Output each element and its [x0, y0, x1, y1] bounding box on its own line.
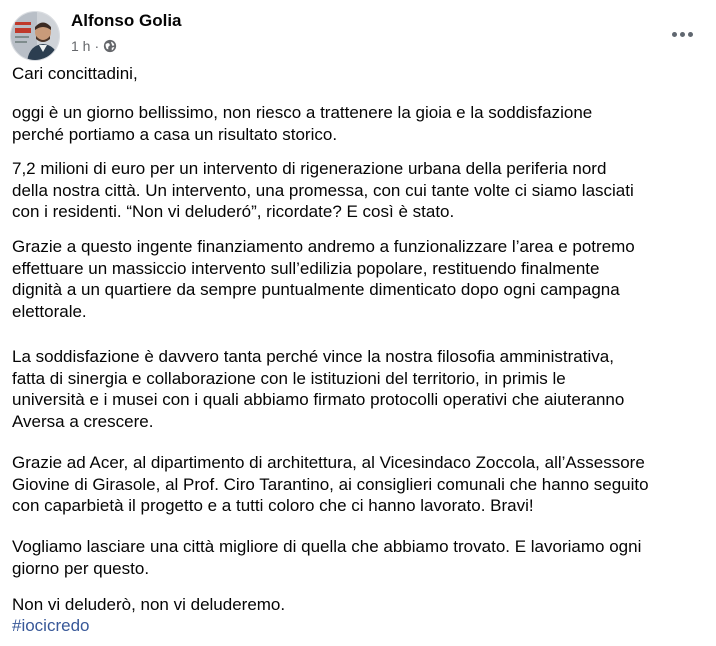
post-paragraph: Grazie a questo ingente finanziamento andremo a funzionalizzare l’area e potremo effettuare un massiccio intervento sull’edilizia popolare, restituendo finalmente dignità a un quartiere da sempre puntualmente dimenticato dopo ogni campagna elettorale.	[12, 237, 635, 322]
author-avatar[interactable]	[10, 11, 60, 61]
ellipsis-dot	[680, 32, 685, 37]
globe-icon[interactable]	[103, 39, 117, 53]
post-paragraph: Cari concittadini,	[12, 64, 138, 83]
post-paragraph: 7,2 milioni di euro per un intervento di rigenerazione urbana della periferia nord della nostra città. Un intervento, una promessa, con cui tante volte ci siamo lasciati con i residenti. “Non vi deluderó”, ricordate? E così è stato.	[12, 159, 634, 222]
ellipsis-dot	[672, 32, 677, 37]
post-paragraph: Vogliamo lasciare una città migliore di quella che abbiamo trovato. E lavoriamo ogni giorno per questo.	[12, 537, 642, 578]
post-paragraph: Grazie ad Acer, al dipartimento di architettura, al Vicesindaco Zoccola, all’Assessore Giovine di Girasole, al Prof. Ciro Tarantino, ai consiglieri comunali che hanno seguito con caparbietà il progetto e a tutti coloro che ci hanno lavorato. Bravi!	[12, 453, 649, 516]
post-meta	[71, 37, 117, 55]
author-name[interactable]: Alfonso Golia	[71, 11, 182, 30]
ellipsis-dot	[688, 32, 693, 37]
more-options-icon[interactable]	[668, 20, 696, 48]
avatar-image	[11, 12, 60, 61]
post-timestamp[interactable]: 1 h	[71, 38, 91, 54]
post-paragraph: La soddisfazione è davvero tanta perché vince la nostra filosofia amministrativa, fatta di sinergia e collaborazione con le istituzioni del territorio, in primis le università e i musei con i quali abbiamo firmato protocolli operativi che aiuteranno Aversa a crescere.	[12, 347, 625, 432]
post-header	[10, 8, 706, 62]
post-paragraph: oggi è un giorno bellissimo, non riesco a trattenere la gioia e la soddisfazione perché portiamo a casa un risultato storico.	[12, 103, 593, 144]
hashtag-link[interactable]: #iocicredo	[12, 616, 90, 635]
post-paragraph: Non vi deluderò, non vi deluderemo.	[12, 595, 286, 614]
meta-separator: ·	[94, 38, 100, 54]
